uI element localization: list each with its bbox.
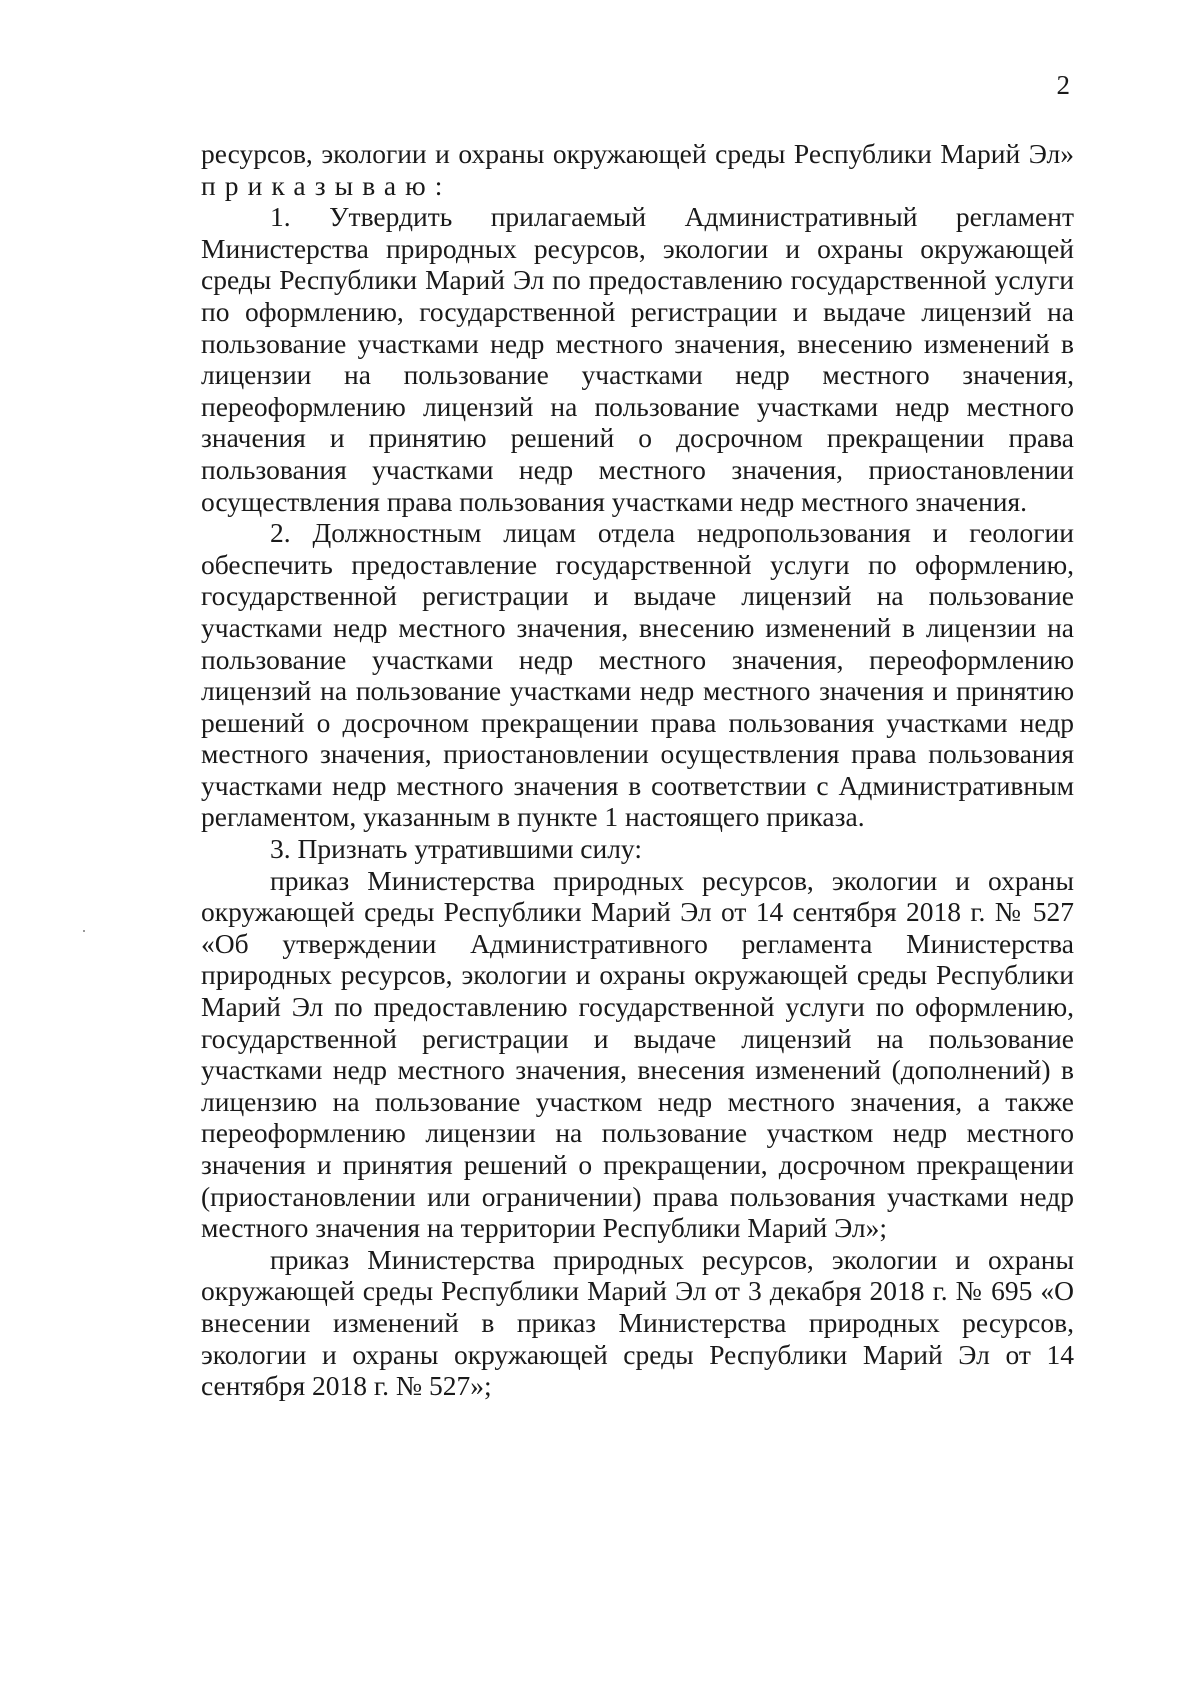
paragraph-item-2: 2. Должностным лицам отдела недропользования и геологии обеспечить предоставление государственной услуги по оформлению, государственной регистрации и выдаче лицензий на пользование участками недр местного значения, внесению изменений в лицензии на пользование участками недр местного значения, переоформлению лицензий на пользование участками недр местного значения и принятию решений о досрочном прекращении права пользования участками недр местного значения, приостановлении осуществления права пользования участками недр местного значения в соответствии с Административным регламентом, указанным в пункте 1 настоящего приказа. xyxy=(201,517,1074,833)
document-body xyxy=(201,138,1074,1402)
intro-colon: : xyxy=(434,169,443,201)
page-number: 2 xyxy=(1056,70,1070,100)
order-keyword: приказываю xyxy=(201,169,435,201)
paragraph-order-intro xyxy=(201,138,1074,201)
intro-text: ресурсов, экологии и охраны окружающей среды Республики Марий Эл» xyxy=(201,138,1074,169)
paragraph-item-3: 3. Признать утратившими силу: xyxy=(270,833,642,865)
paragraph-repealed-order-527: приказ Министерства природных ресурсов, экологии и охраны окружающей среды Республики Марий Эл от 14 сентября 2018 г. № 527 «Об утверждении Административного регламента Министерства природных ресурсов, экологии и охраны окружающей среды Республики Марий Эл по предоставлению государственной услуги по оформлению, государственной регистрации и выдаче лицензий на пользование участками недр местного значения, внесения изменений (дополнений) в лицензию на пользование участком недр местного значения, а также переоформлению лицензии на пользование участком недр местного значения и принятия решений о прекращении, досрочном прекращении (приостановлении или ограничении) права пользования участками недр местного значения на территории Республики Марий Эл»; xyxy=(201,864,1074,1244)
paragraph-repealed-order-695: приказ Министерства природных ресурсов, экологии и охраны окружающей среды Республики Марий Эл от 3 декабря 2018 г. № 695 «О внесении изменений в приказ Министерства природных ресурсов, экологии и охраны окружающей среды Республики Марий Эл от 14 сентября 2018 г. № 527»; xyxy=(201,1243,1074,1402)
paragraph-item-1: 1. Утвердить прилагаемый Административный регламент Министерства природных ресурсов, экологии и охраны окружающей среды Республики Марий Эл по предоставлению государственной услуги по оформлению, государственной регистрации и выдаче лицензий на пользование участками недр местного значения, внесению изменений в лицензии на пользование участками недр местного значения, переоформлению лицензий на пользование участками недр местного значения и принятию решений о досрочном прекращении права пользования участками недр местного значения, приостановлении осуществления права пользования участками недр местного значения. xyxy=(201,201,1074,517)
scan-speck xyxy=(83,930,85,932)
